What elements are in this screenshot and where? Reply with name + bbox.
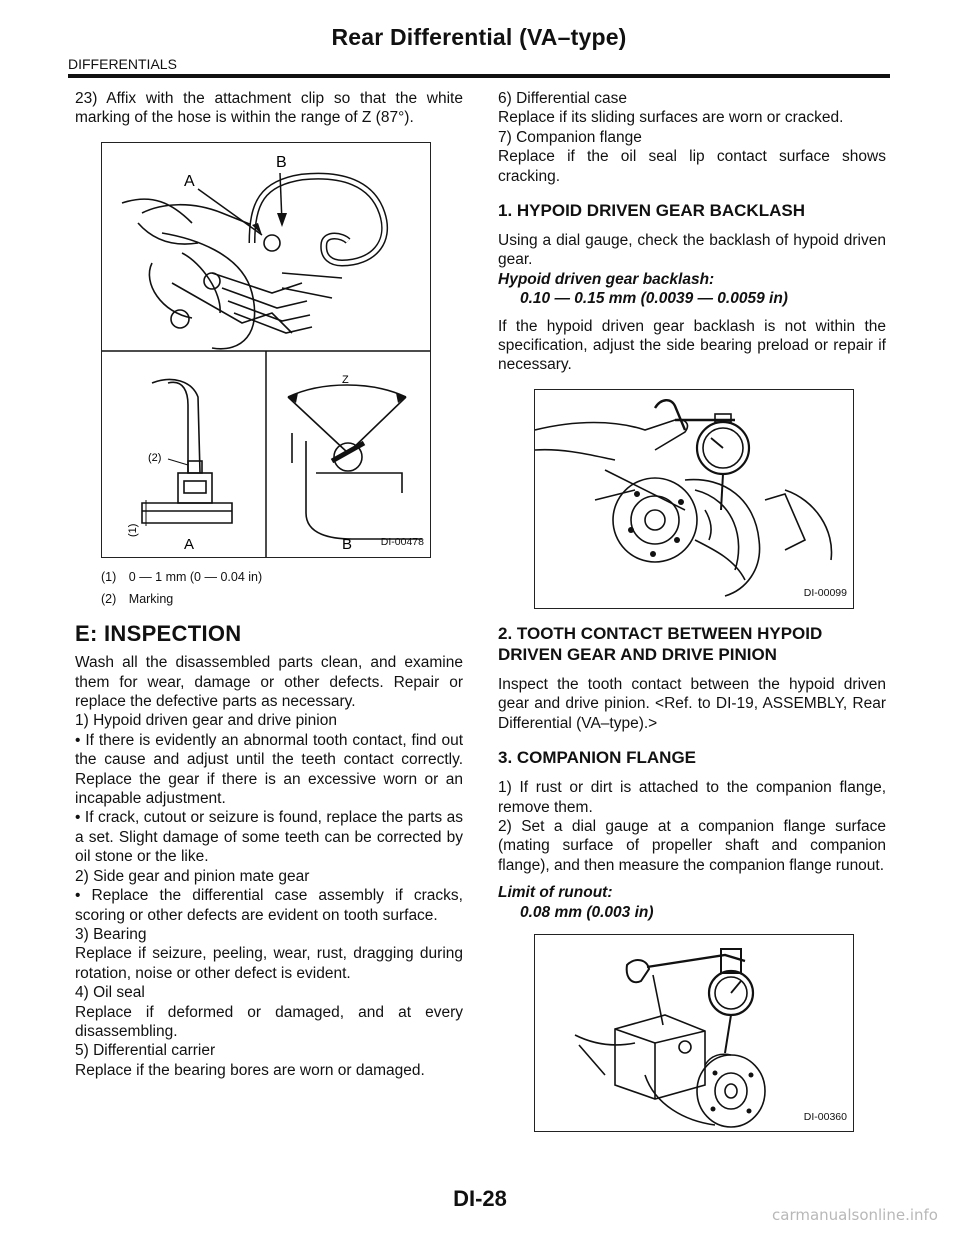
spec-value: 0.08 mm (0.003 in) (520, 903, 654, 921)
label-a-top: A (184, 172, 195, 190)
paragraph: 6) Differential case (498, 90, 627, 107)
figure-code: DI-00099 (803, 587, 847, 600)
section-heading-2: 2. TOOTH CONTACT BETWEEN HYPOID DRIVEN GEAR AND DRIVE PINION (498, 623, 823, 664)
section-heading-1: 1. HYPOID DRIVEN GEAR BACKLASH (498, 201, 805, 221)
section-heading-3: 3. COMPANION FLANGE (498, 748, 697, 768)
paragraph: Replace if its sliding surfaces are worn or cracked. (498, 109, 844, 127)
paragraph: 3) Bearing (75, 925, 147, 943)
runout-gauge-illustration (535, 935, 853, 1131)
figure-runout-gauge (534, 934, 854, 1132)
paragraph: 7) Companion flange (498, 128, 642, 146)
paragraph: 5) Differential carrier (75, 1042, 216, 1060)
page-header (68, 0, 890, 80)
bullet-item: • If there is evidently an abnormal tooth contact, find out the cause and adjust until the teeth contact correctly. Replace the gear if there is an excessive worn or an incapable adjustment. (75, 731, 463, 808)
spec-title: Limit of runout: (498, 884, 613, 902)
hose-clip-illustration (102, 143, 430, 557)
inspection-heading: E: INSPECTION (75, 620, 242, 646)
right-column (498, 89, 886, 1132)
watermark: carmanualsonline.info (772, 1206, 938, 1224)
paragraph: If the hypoid driven gear backlash is not within the specification, adjust the side bearing preload or repair if necessary. (498, 317, 886, 374)
section-label: DIFFERENTIALS (68, 56, 177, 72)
backlash-gauge-illustration (535, 390, 853, 608)
spec-value: 0.10 — 0.15 mm (0.0039 — 0.0059 in) (520, 290, 788, 308)
label-b-bottom: B (342, 535, 353, 553)
paragraph: Replace if seizure, peeling, wear, rust, dragging during rotation, noise or other defect is evident. (75, 945, 463, 982)
paragraph: Inspect the tooth contact between the hypoid driven gear and drive pinion. <Ref. to DI-19, ASSEMBLY, Rear Differential (VA–type).> (498, 675, 886, 732)
paragraph: Replace if the bearing bores are worn or damaged. (75, 1061, 425, 1079)
paragraph: 2) Side gear and pinion mate gear (75, 867, 310, 885)
paragraph: 1) If rust or dirt is attached to the companion flange, remove them. (498, 779, 886, 816)
label-z: Z (342, 373, 349, 386)
page-title: Rear Differential (VA–type) (331, 24, 627, 50)
step-23: 23) Affix with the attachment clip so that the white marking of the hose is within the range of Z (87°). (75, 90, 463, 127)
legend-item-1: (1) 0 — 1 mm (0 — 0.04 in) (101, 569, 263, 584)
paragraph: 4) Oil seal (75, 984, 145, 1002)
paragraph: Replace if deformed or damaged, and at every disassembling. (75, 1003, 463, 1040)
paragraph: Wash all the disassembled parts clean, and examine them for wear, damage or other defects. Repair or replace the defective parts as necessary. (75, 654, 463, 711)
bullet-item: • If crack, cutout or seizure is found, replace the parts as a set. Slight damage of some teeth can be corrected by oil stone or the like. (75, 809, 463, 866)
figure-backlash-gauge (534, 389, 854, 609)
paragraph: Replace if the oil seal lip contact surface shows cracking. (498, 148, 886, 185)
label-dimension: (1) (127, 523, 139, 537)
header-rule (68, 74, 890, 78)
label-a-bottom: A (184, 535, 195, 553)
figure-hose-clip (101, 142, 431, 558)
paragraph: Using a dial gauge, check the backlash of hypoid driven gear. (498, 232, 886, 269)
page-number: DI-28 (453, 1186, 507, 1211)
figure-code: DI-00360 (803, 1110, 847, 1123)
paragraph: 2) Set a dial gauge at a companion flange surface (mating surface of propeller shaft and companion flange), and then measure the companion flange runout. (498, 817, 886, 874)
figure-code: DI-00478 (380, 536, 424, 549)
label-marking: (2) (148, 451, 162, 464)
left-column (75, 89, 463, 1080)
legend-item-2: (2) Marking (101, 591, 174, 606)
spec-title: Hypoid driven gear backlash: (498, 270, 715, 288)
bullet-item: • Replace the differential case assembly if cracks, scoring or other defects are evident on tooth surface. (75, 887, 463, 924)
paragraph: 1) Hypoid driven gear and drive pinion (75, 712, 337, 730)
label-b-top: B (276, 153, 287, 171)
figure-legend (75, 566, 463, 610)
